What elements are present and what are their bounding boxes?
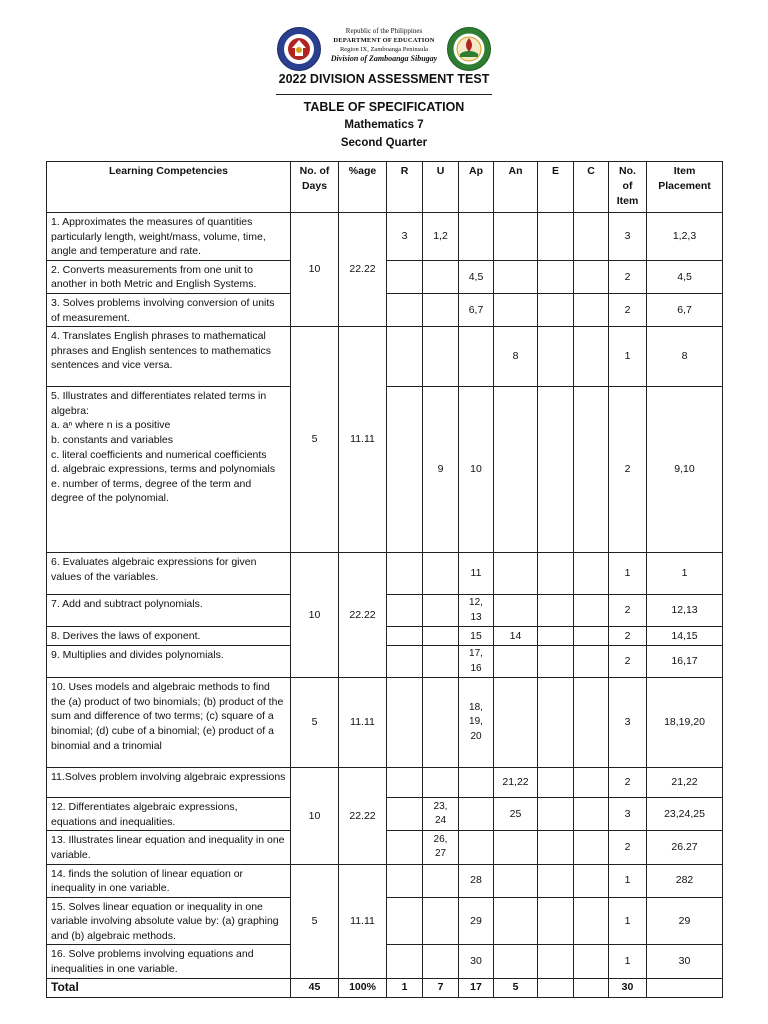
placement-cell: 12,13 [647, 595, 723, 627]
items-cell: 2 [609, 260, 647, 293]
deped-seal-icon [276, 26, 322, 72]
total-u: 7 [423, 978, 459, 997]
an-cell [494, 260, 538, 293]
competency-cell: 4. Translates English phrases to mathematical phrases and English sentences to mathematics sentences and vice versa. [47, 327, 291, 387]
ap-cell: 11 [459, 553, 494, 595]
competency-line: a. aⁿ where n is a positive [51, 419, 171, 432]
competency-cell: 8. Derives the laws of exponent. [47, 627, 291, 646]
ap-cell: 6,7 [459, 293, 494, 326]
ap-cell: 12, 13 [459, 595, 494, 627]
competency-cell: 16. Solve problems involving equations and inequalities in one variable. [47, 945, 291, 978]
ap-cell [459, 768, 494, 798]
r-cell [387, 798, 423, 831]
r-cell [387, 678, 423, 768]
e-cell [538, 553, 574, 595]
quarter-line: Second Quarter [340, 137, 428, 149]
total-label: Total [47, 978, 291, 997]
competency-cell: 11.Solves problem involving algebraic expressions [47, 768, 291, 798]
competency-line: b. constants and variables [51, 433, 173, 446]
table-row [47, 768, 723, 798]
competency-cell: 1. Approximates the measures of quantities particularly length, weight/mass, volume, time, angle and temperature and rate. [47, 213, 291, 261]
items-cell: 1 [609, 897, 647, 945]
ap-cell [459, 831, 494, 864]
competency-line: e. number of terms, degree of the term and degree of the polynomial. [51, 477, 252, 505]
division-line: Division of Zamboanga Sibugay [330, 54, 438, 63]
u-cell: 26, 27 [423, 831, 459, 864]
items-cell: 3 [609, 798, 647, 831]
an-cell [494, 864, 538, 897]
header-an: An [494, 162, 538, 213]
header-e: E [538, 162, 574, 213]
percentage-cell: 11.11 [339, 678, 387, 768]
r-cell [387, 553, 423, 595]
table-header-row [47, 162, 723, 213]
competency-cell: 13. Illustrates linear equation and inequality in one variable. [47, 831, 291, 864]
placement-cell: 14,15 [647, 627, 723, 646]
days-cell: 10 [291, 768, 339, 864]
placement-cell: 282 [647, 864, 723, 897]
department-line: DEPARTMENT OF EDUCATION [333, 37, 435, 44]
r-cell [387, 260, 423, 293]
e-cell [538, 678, 574, 768]
subject-line: Mathematics 7 [344, 119, 424, 131]
division-seal-icon [446, 26, 492, 72]
total-items: 30 [609, 978, 647, 997]
ap-cell: 28 [459, 864, 494, 897]
e-cell [538, 213, 574, 261]
r-cell [387, 293, 423, 326]
u-cell [423, 678, 459, 768]
percentage-cell: 22.22 [339, 768, 387, 864]
r-cell [387, 864, 423, 897]
competency-cell: 10. Uses models and algebraic methods to find the (a) product of two binomials; (b) product of the sum and difference of two terms; (c) square of a binomial; (d) cube of a binomial; (e) product of a binomial and a trinomial [47, 678, 291, 768]
u-cell: 23, 24 [423, 798, 459, 831]
e-cell [538, 327, 574, 387]
an-cell [494, 945, 538, 978]
items-cell: 1 [609, 864, 647, 897]
total-days: 45 [291, 978, 339, 997]
header-c: C [574, 162, 609, 213]
c-cell [574, 553, 609, 595]
e-cell [538, 645, 574, 677]
placement-cell: 30 [647, 945, 723, 978]
days-cell: 5 [291, 864, 339, 978]
ap-cell: 30 [459, 945, 494, 978]
ap-cell [459, 213, 494, 261]
percentage-cell: 22.22 [339, 553, 387, 678]
competency-cell: 6. Evaluates algebraic expressions for given values of the variables. [47, 553, 291, 595]
placement-cell: 4,5 [647, 260, 723, 293]
header-u: U [423, 162, 459, 213]
table-row [47, 327, 723, 387]
percentage-cell: 11.11 [339, 864, 387, 978]
u-cell [423, 645, 459, 677]
r-cell [387, 768, 423, 798]
u-cell: 9 [423, 387, 459, 553]
items-cell: 2 [609, 627, 647, 646]
r-cell [387, 595, 423, 627]
placement-cell: 1 [647, 553, 723, 595]
placement-cell: 29 [647, 897, 723, 945]
r-cell [387, 645, 423, 677]
items-cell: 3 [609, 678, 647, 768]
header-percentage: %age [339, 162, 387, 213]
r-cell [387, 897, 423, 945]
an-cell [494, 553, 538, 595]
e-cell [538, 595, 574, 627]
ap-cell: 4,5 [459, 260, 494, 293]
days-cell: 5 [291, 327, 339, 553]
items-cell: 2 [609, 645, 647, 677]
table-row [47, 864, 723, 897]
u-cell: 1,2 [423, 213, 459, 261]
placement-cell: 9,10 [647, 387, 723, 553]
competency-cell: 14. finds the solution of linear equation or inequality in one variable. [47, 864, 291, 897]
r-cell [387, 327, 423, 387]
u-cell [423, 595, 459, 627]
total-placement [647, 978, 723, 997]
ap-cell [459, 798, 494, 831]
competency-cell: 2. Converts measurements from one unit to another in both Metric and English Systems. [47, 260, 291, 293]
percentage-cell: 11.11 [339, 327, 387, 553]
r-cell [387, 831, 423, 864]
competency-line: 5. Illustrates and differentiates related terms in algebra: [51, 390, 267, 417]
r-cell [387, 387, 423, 553]
competency-line: d. algebraic expressions, terms and polynomials [51, 463, 276, 476]
r-cell [387, 627, 423, 646]
competency-line: c. literal coefficients and numerical coefficients [51, 448, 267, 461]
placement-cell: 23,24,25 [647, 798, 723, 831]
header-days: No. of Days [291, 162, 339, 213]
an-cell: 14 [494, 627, 538, 646]
e-cell [538, 864, 574, 897]
c-cell [574, 768, 609, 798]
c-cell [574, 260, 609, 293]
ap-cell: 10 [459, 387, 494, 553]
c-cell [574, 627, 609, 646]
letterhead-text [328, 27, 440, 63]
total-c [574, 978, 609, 997]
items-cell: 2 [609, 387, 647, 553]
c-cell [574, 864, 609, 897]
specification-table [46, 161, 723, 998]
ap-cell: 15 [459, 627, 494, 646]
e-cell [538, 897, 574, 945]
placement-cell: 6,7 [647, 293, 723, 326]
table-row [47, 678, 723, 768]
table-row [47, 213, 723, 261]
region-line: Region IX, Zamboanga Peninsula [339, 46, 429, 53]
u-cell [423, 260, 459, 293]
ap-cell [459, 327, 494, 387]
an-cell [494, 595, 538, 627]
u-cell [423, 768, 459, 798]
letterhead [0, 26, 768, 76]
an-cell [494, 645, 538, 677]
items-cell: 1 [609, 945, 647, 978]
an-cell [494, 387, 538, 553]
e-cell [538, 798, 574, 831]
items-cell: 1 [609, 327, 647, 387]
e-cell [538, 260, 574, 293]
competency-cell: 7. Add and subtract polynomials. [47, 595, 291, 627]
r-cell [387, 945, 423, 978]
an-cell: 8 [494, 327, 538, 387]
e-cell [538, 768, 574, 798]
c-cell [574, 945, 609, 978]
an-cell [494, 678, 538, 768]
c-cell [574, 897, 609, 945]
competency-cell [47, 387, 291, 553]
c-cell [574, 327, 609, 387]
document-title: TABLE OF SPECIFICATION [303, 100, 465, 114]
competency-cell: 9. Multiplies and divides polynomials. [47, 645, 291, 677]
c-cell [574, 213, 609, 261]
ap-cell: 17, 16 [459, 645, 494, 677]
days-cell: 10 [291, 213, 339, 327]
total-percentage: 100% [339, 978, 387, 997]
c-cell [574, 645, 609, 677]
days-cell: 10 [291, 553, 339, 678]
republic-line: Republic of the Philippines [345, 27, 423, 35]
header-placement: Item Placement [647, 162, 723, 213]
competency-cell: 12. Differentiates algebraic expressions, equations and inequalities. [47, 798, 291, 831]
items-cell: 1 [609, 553, 647, 595]
e-cell [538, 831, 574, 864]
c-cell [574, 387, 609, 553]
c-cell [574, 798, 609, 831]
competency-cell: 15. Solves linear equation or inequality in one variable involving absolute value by: (a) graphing and (b) algebraic methods. [47, 897, 291, 945]
placement-cell: 16,17 [647, 645, 723, 677]
u-cell [423, 945, 459, 978]
e-cell [538, 945, 574, 978]
header-competencies: Learning Competencies [47, 162, 291, 213]
items-cell: 3 [609, 213, 647, 261]
total-ap: 17 [459, 978, 494, 997]
an-cell [494, 831, 538, 864]
assessment-title: 2022 DIVISION ASSESSMENT TEST [278, 72, 490, 86]
placement-cell: 1,2,3 [647, 213, 723, 261]
an-cell [494, 213, 538, 261]
total-an: 5 [494, 978, 538, 997]
total-r: 1 [387, 978, 423, 997]
header-items: No. of Item [609, 162, 647, 213]
an-cell: 21,22 [494, 768, 538, 798]
competency-cell: 3. Solves problems involving conversion of units of measurement. [47, 293, 291, 326]
items-cell: 2 [609, 768, 647, 798]
u-cell [423, 553, 459, 595]
c-cell [574, 831, 609, 864]
c-cell [574, 595, 609, 627]
placement-cell: 21,22 [647, 768, 723, 798]
items-cell: 2 [609, 595, 647, 627]
placement-cell: 26.27 [647, 831, 723, 864]
u-cell [423, 293, 459, 326]
total-row [47, 978, 723, 997]
percentage-cell: 22.22 [339, 213, 387, 327]
items-cell: 2 [609, 831, 647, 864]
e-cell [538, 627, 574, 646]
table-row [47, 553, 723, 595]
u-cell [423, 627, 459, 646]
u-cell [423, 327, 459, 387]
total-e [538, 978, 574, 997]
ap-cell: 29 [459, 897, 494, 945]
an-cell [494, 897, 538, 945]
days-cell: 5 [291, 678, 339, 768]
items-cell: 2 [609, 293, 647, 326]
e-cell [538, 293, 574, 326]
r-cell: 3 [387, 213, 423, 261]
c-cell [574, 293, 609, 326]
header-ap: Ap [459, 162, 494, 213]
ap-cell: 18, 19, 20 [459, 678, 494, 768]
an-cell: 25 [494, 798, 538, 831]
an-cell [494, 293, 538, 326]
placement-cell: 8 [647, 327, 723, 387]
header-r: R [387, 162, 423, 213]
c-cell [574, 678, 609, 768]
placement-cell: 18,19,20 [647, 678, 723, 768]
letterhead-rule [276, 94, 492, 95]
u-cell [423, 864, 459, 897]
e-cell [538, 387, 574, 553]
u-cell [423, 897, 459, 945]
